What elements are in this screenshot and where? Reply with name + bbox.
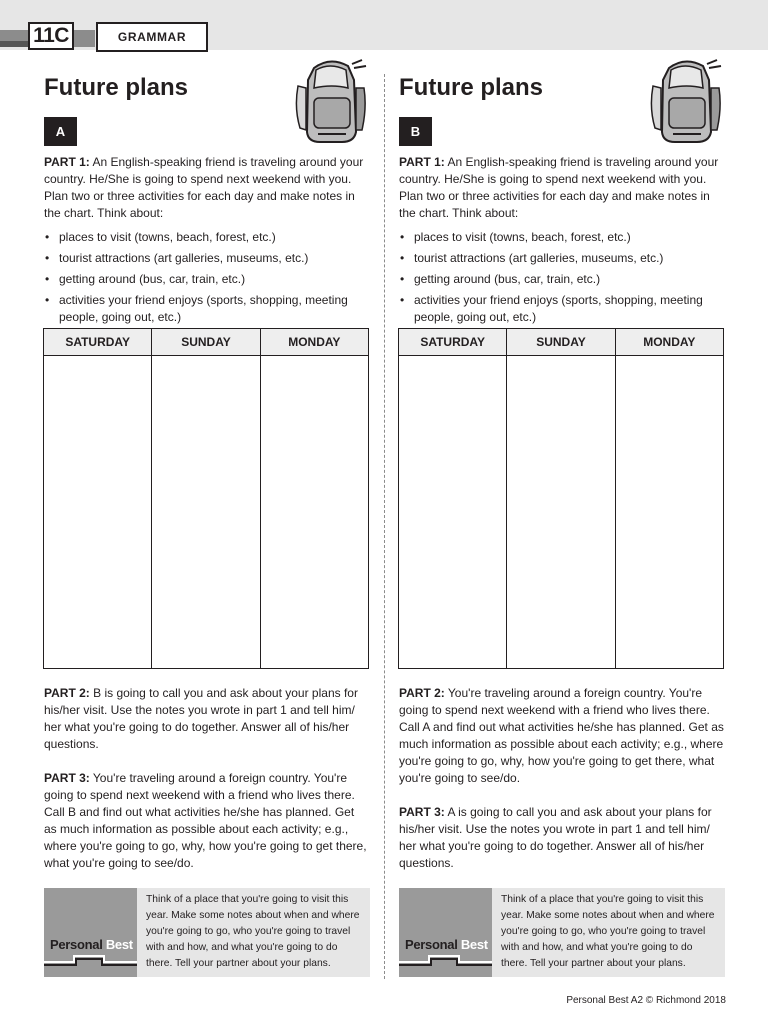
personal-best-logo <box>399 888 492 977</box>
list-item: • places to visit (towns, beach, forest, etc.) <box>399 229 725 246</box>
part1-text: An English-speaking friend is traveling around your country. He/She is going to spend next weekend with you. Plan two or three activities for each day and make notes in the chart. Think about: <box>399 155 719 220</box>
personal-best-box <box>44 888 370 977</box>
list-item: • tourist attractions (art galleries, museums, etc.) <box>44 250 370 267</box>
worksheet-a <box>44 70 370 330</box>
logo-word-personal: Personal <box>405 937 458 952</box>
part2-paragraph <box>44 685 370 753</box>
personal-best-logo <box>44 888 137 977</box>
chart-cell-saturday[interactable] <box>399 356 507 669</box>
part3-label: PART 3: <box>44 771 90 785</box>
chart-body <box>399 356 723 669</box>
worksheet-b <box>399 70 725 330</box>
list-item: • getting around (bus, car, train, etc.) <box>399 271 725 288</box>
list-item: • places to visit (towns, beach, forest, etc.) <box>44 229 370 246</box>
section-tab: GRAMMAR <box>96 22 208 52</box>
chart-cell-sunday[interactable] <box>507 356 615 669</box>
part2-text: B is going to call you and ask about your plans for his/her visit. Use the notes you wrote in part 1 and tell him/ her what you're going to do together. Answer all of his/her questions. <box>44 686 358 751</box>
chart-header-monday: MONDAY <box>288 335 341 349</box>
part3-text: You're traveling around a foreign country. You're going to spend next weekend with a friend who lives there. Call B and find out what activities he/she has planned. Get as much information as possible about each activity; e.g., where you're going to go, why, how you're going to get there, what you're going to see/do. <box>44 771 367 870</box>
page-title: Future plans <box>399 74 544 101</box>
logo-stripe-icon <box>399 952 492 966</box>
version-badge: B <box>399 117 432 146</box>
page-title: Future plans <box>44 74 189 101</box>
chart-cell-monday[interactable] <box>616 356 723 669</box>
list-item: • tourist attractions (art galleries, museums, etc.) <box>399 250 725 267</box>
logo-word-best: Best <box>460 937 488 952</box>
chart-body <box>44 356 368 669</box>
chart-cell-monday[interactable] <box>261 356 368 669</box>
chart-header-monday: MONDAY <box>643 335 696 349</box>
backpack-icon <box>292 58 368 146</box>
header-stripe-dark <box>0 41 30 47</box>
chart-header-row <box>399 329 723 356</box>
part3-text: A is going to call you and ask about your plans for his/her visit. Use the notes you wrote in part 1 and tell him/ her what you're going to do together. Answer all of his/her questions. <box>399 805 712 870</box>
chart-header-sunday: SUNDAY <box>507 329 615 355</box>
part3-label: PART 3: <box>399 805 445 819</box>
think-about-list <box>399 229 725 326</box>
chart-header-row <box>44 329 368 356</box>
list-item: • activities your friend enjoys (sports, shopping, meeting people, going out, etc.) <box>44 292 370 326</box>
part3-paragraph <box>44 770 370 872</box>
part1-text: An English-speaking friend is traveling around your country. He/She is going to spend next weekend with you. Plan two or three activities for each day and make notes in the chart. Think about: <box>44 155 364 220</box>
chart-header-saturday: SATURDAY <box>399 329 507 355</box>
think-about-list <box>44 229 370 326</box>
personal-best-box <box>399 888 725 977</box>
chart-header-sunday: SUNDAY <box>152 329 260 355</box>
planning-chart <box>398 328 724 669</box>
part1-label: PART 1: <box>399 155 445 169</box>
part1-paragraph <box>399 154 725 222</box>
unit-label: 11C <box>28 22 74 50</box>
part1-label: PART 1: <box>44 155 90 169</box>
personal-best-text: Think of a place that you're going to visit this year. Make some notes about when and where you're going to go, who you're going to travel with and how, and what you're going to do there. Tell your partner about your plans. <box>146 894 360 969</box>
version-badge: A <box>44 117 77 146</box>
planning-chart <box>43 328 369 669</box>
logo-stripe-icon <box>44 952 137 966</box>
footer-credit: Personal Best A2 © Richmond 2018 <box>566 995 726 1006</box>
parts-section <box>399 685 725 889</box>
chart-cell-saturday[interactable] <box>44 356 152 669</box>
personal-best-text: Think of a place that you're going to visit this year. Make some notes about when and where you're going to go, who you're going to travel with and how, and what you're going to do there. Tell your partner about your plans. <box>501 894 715 969</box>
logo-word-personal: Personal <box>50 937 103 952</box>
part1-paragraph <box>44 154 370 222</box>
part2-paragraph <box>399 685 725 787</box>
part2-text: You're traveling around a foreign country. You're going to spend next weekend with a friend who lives there. Call A and find out what activities he/she has planned. Get as much information as possible about each activity; e.g., where you're going to go, why, how you're going to get there, what you're going to see/do. <box>399 686 724 785</box>
backpack-icon <box>647 58 723 146</box>
list-item: • activities your friend enjoys (sports, shopping, meeting people, going out, etc.) <box>399 292 725 326</box>
chart-header-saturday: SATURDAY <box>44 329 152 355</box>
chart-cell-sunday[interactable] <box>152 356 260 669</box>
part3-paragraph <box>399 804 725 872</box>
part2-label: PART 2: <box>44 686 90 700</box>
cut-line-divider <box>384 74 385 979</box>
part2-label: PART 2: <box>399 686 445 700</box>
parts-section <box>44 685 370 889</box>
logo-word-best: Best <box>105 937 133 952</box>
list-item: • getting around (bus, car, train, etc.) <box>44 271 370 288</box>
